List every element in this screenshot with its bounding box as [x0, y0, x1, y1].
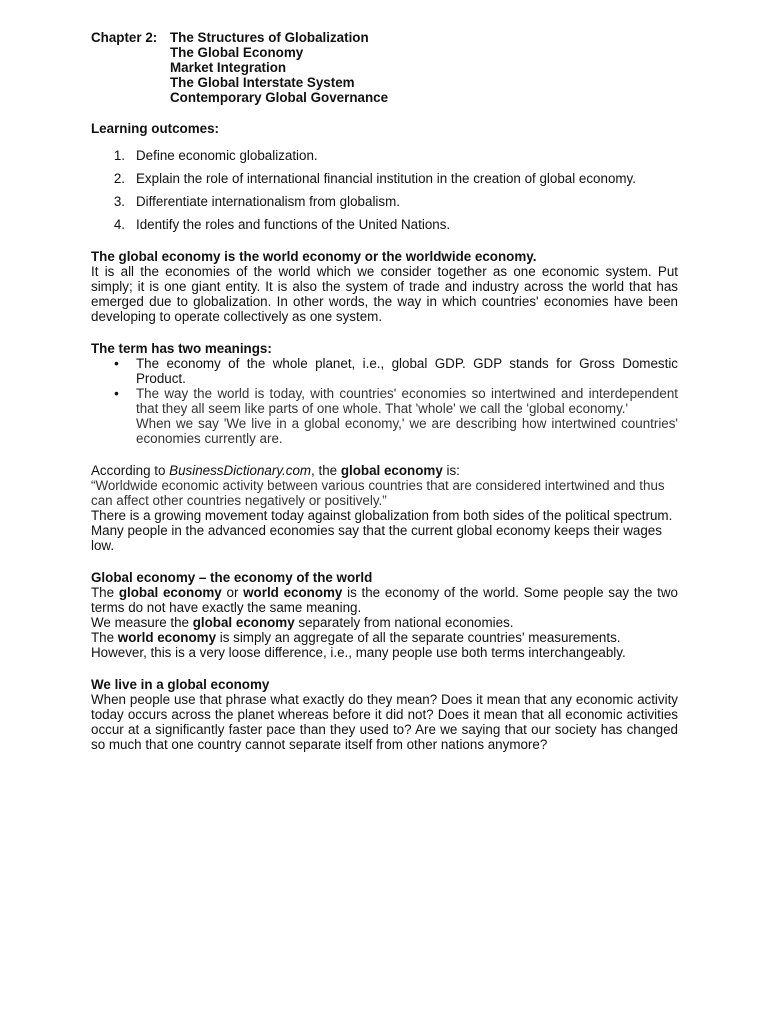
- list-text: The economy of the whole planet, i.e., global GDP. GDP stands for Gross Domestic Product.: [136, 356, 678, 386]
- chapter-topic: Contemporary Global Governance: [170, 90, 389, 105]
- list-text: Differentiate internationalism from globalism.: [136, 194, 400, 209]
- chapter-topic: The Global Interstate System: [170, 75, 355, 90]
- list-item: [91, 217, 678, 232]
- quote: “Worldwide economic activity between various countries that are considered intertwined and thus can affect other countries negatively or positively.”: [91, 478, 665, 508]
- paragraph: [91, 463, 678, 478]
- source-name: BusinessDictionary.com: [169, 463, 312, 478]
- list-text: [136, 386, 678, 446]
- text: or: [221, 585, 244, 600]
- chapter-topic: Market Integration: [170, 60, 287, 75]
- list-item: [91, 171, 678, 186]
- text: separately from national economies.: [294, 615, 514, 630]
- section-business-dictionary: [91, 463, 678, 553]
- term: world economy: [117, 630, 217, 645]
- list-text-line: The way the world is today, with countries' economies so intertwined and interdependent that they all seem like parts of one whole. That 'whole' we call the 'global economy.': [136, 386, 678, 416]
- chapter-topic: The Structures of Globalization: [170, 30, 369, 45]
- text: The: [91, 585, 119, 600]
- paragraph: It is all the economies of the world which we consider together as one economic system. Put simply; it is one giant entity. It is also the system of trade and industry across the world that has emerged due to globalization. In other words, the way in which countries' economies have been developing to operate collectively as one system.: [91, 264, 678, 324]
- bullet-icon: •: [114, 356, 119, 371]
- list-number: 4.: [113, 217, 125, 232]
- list-item: [91, 148, 678, 163]
- section-heading: We live in a global economy: [91, 677, 270, 692]
- section-heading: The global economy is the world economy or the worldwide economy.: [91, 249, 537, 264]
- meanings-list: [91, 356, 678, 446]
- term: global economy: [118, 585, 222, 600]
- list-number: 3.: [113, 194, 125, 209]
- text: is simply an aggregate of all the separate countries' measurements.: [216, 630, 621, 645]
- text: , the: [311, 463, 341, 478]
- list-text: Define economic globalization.: [136, 148, 318, 163]
- learning-outcomes-list: [91, 148, 678, 232]
- paragraph: [91, 585, 678, 615]
- term: world economy: [243, 585, 343, 600]
- term: global economy: [340, 463, 443, 478]
- list-number: 2.: [113, 171, 125, 186]
- section-economy-of-the-world: [91, 570, 678, 660]
- paragraph: [91, 630, 678, 645]
- text: is the economy of the world. Some people say the two terms do not have exactly the same meaning.: [91, 585, 679, 615]
- text: The: [91, 630, 118, 645]
- section-global-economy-definition: [91, 249, 678, 324]
- section-we-live-in-global-economy: [91, 677, 678, 752]
- paragraph: When people use that phrase what exactly do they mean? Does it mean that any economic activity today occurs across the planet whereas before it did not? Does it mean that all economic activities occur at a significantly faster pace than they used to? Are we saying that our society has changed so much that one country cannot separate itself from other nations anymore?: [91, 692, 678, 752]
- section-heading: The term has two meanings:: [91, 341, 272, 356]
- list-item: [91, 386, 678, 446]
- text: According to: [91, 463, 170, 478]
- paragraph: There is a growing movement today against globalization from both sides of the political spectrum. Many people in the advanced economies say that the current global economy keeps their wages low.: [91, 508, 673, 553]
- list-item: [91, 194, 678, 209]
- list-item: [91, 356, 678, 386]
- chapter-topics: [170, 30, 678, 105]
- bullet-icon: •: [114, 386, 119, 401]
- document-page: [91, 30, 678, 752]
- section-heading: Global economy – the economy of the world: [91, 570, 373, 585]
- section-two-meanings: [91, 341, 678, 446]
- term: global economy: [192, 615, 295, 630]
- paragraph: However, this is a very loose difference, i.e., many people use both terms interchangeably.: [91, 645, 626, 660]
- chapter-header: [91, 30, 678, 105]
- text: is:: [442, 463, 460, 478]
- list-text: Identify the roles and functions of the United Nations.: [136, 217, 451, 232]
- list-text-continuation: When we say 'We live in a global economy,' we are describing how intertwined countries' economies currently are.: [136, 416, 678, 446]
- learning-outcomes-title: Learning outcomes:: [91, 121, 219, 136]
- chapter-topic: The Global Economy: [170, 45, 304, 60]
- list-text: Explain the role of international financial institution in the creation of global economy.: [136, 171, 636, 186]
- paragraph: [91, 615, 678, 630]
- list-number: 1.: [113, 148, 125, 163]
- chapter-label: Chapter 2:: [91, 30, 158, 45]
- text: We measure the: [91, 615, 193, 630]
